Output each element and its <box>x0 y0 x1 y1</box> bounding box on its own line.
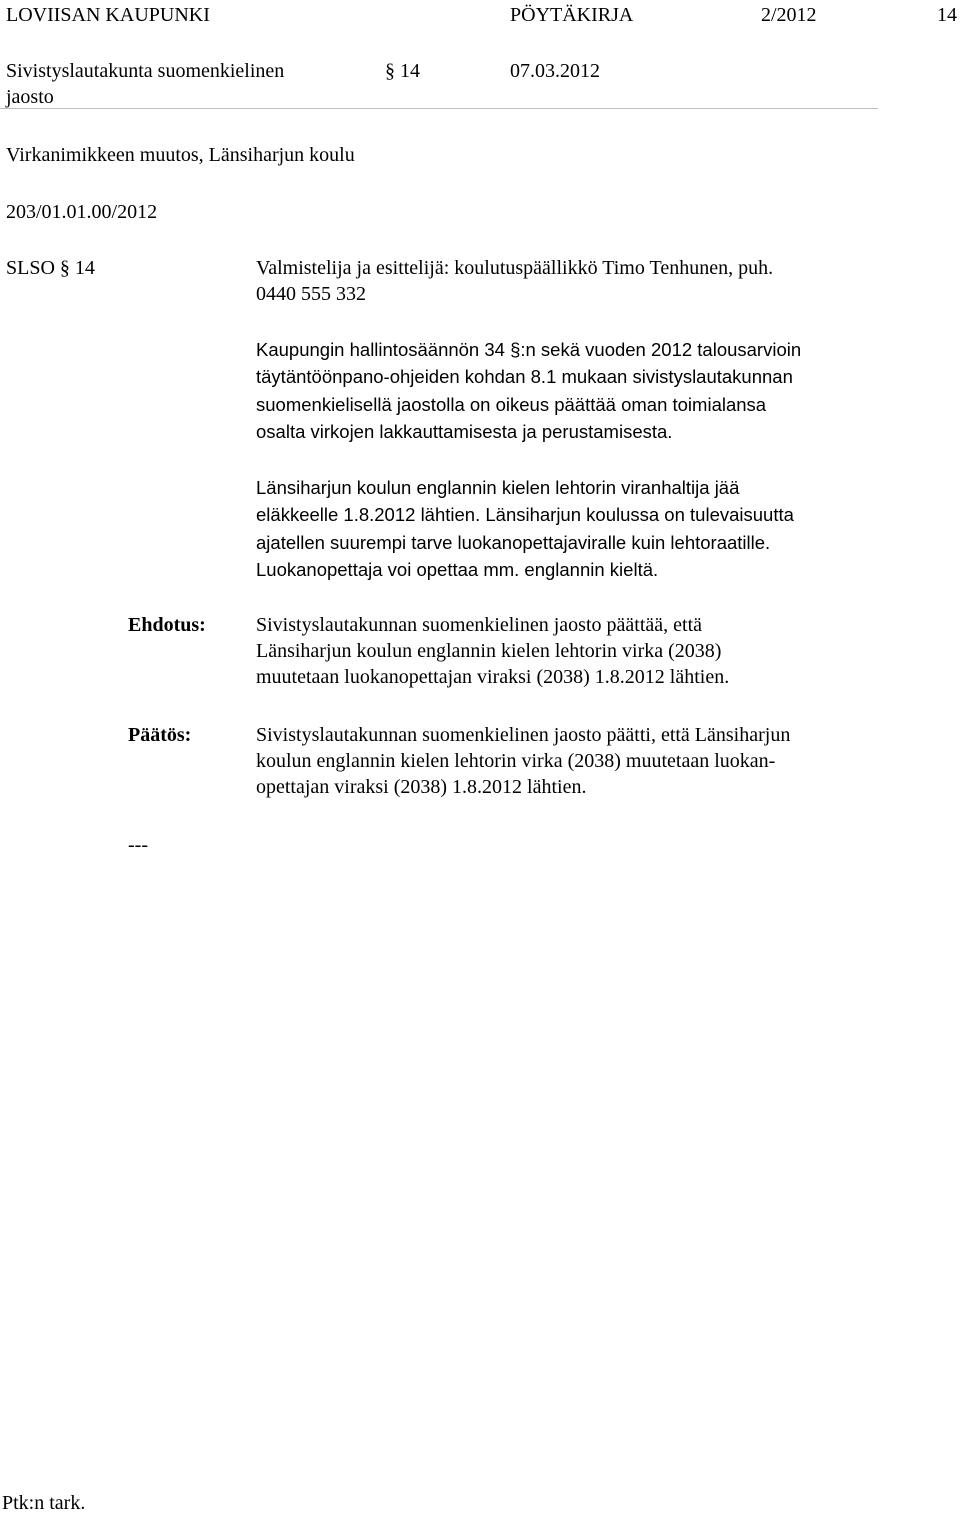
paragraph-line: eläkkeelle 1.8.2012 lähtien. Länsiharjun koulussa on tulevaisuutta <box>256 504 794 526</box>
organization-name: LOVIISAN KAUPUNKI <box>6 4 210 26</box>
page-number: 14 <box>937 4 957 26</box>
document-number: 2/2012 <box>761 4 817 26</box>
paragraph-line: täytäntöönpano-ohjeiden kohdan 8.1 mukaan sivistyslautakunnan <box>256 366 793 388</box>
document-type: PÖYTÄKIRJA <box>510 4 634 26</box>
background-paragraph <box>256 474 794 583</box>
committee-name-line2: jaosto <box>6 86 54 108</box>
paragraph-line: Länsiharjun koulun englannin kielen lehtorin virka (2038) <box>256 640 722 662</box>
minutes-checker-footer: Ptk:n tark. <box>2 1492 86 1514</box>
slso-section-label: SLSO § 14 <box>6 257 95 279</box>
paragraph-line: Sivistyslautakunnan suomenkielinen jaosto päättää, että <box>256 614 703 636</box>
paragraph-line: Luokanopettaja voi opettaa mm. englannin kieltä. <box>256 558 659 580</box>
section-number: § 14 <box>385 60 420 82</box>
paragraph-line: ajatellen suurempi tarve luokanopettajaviralle kuin lehtoraatille. <box>256 531 771 553</box>
end-marker: --- <box>128 834 148 856</box>
paragraph-line: osalta virkojen lakkauttamisesta ja perustamisesta. <box>256 420 673 442</box>
committee-name-line1: Sivistyslautakunta suomenkielinen <box>6 60 285 82</box>
paragraph-line: 0440 555 332 <box>256 283 366 305</box>
paragraph-line: Länsiharjun koulun englannin kielen lehtorin viranhaltija jää <box>256 477 740 498</box>
decision-paragraph <box>256 722 790 800</box>
paragraph-line: Valmistelija ja esittelijä: koulutuspäällikkö Timo Tenhunen, puh. <box>256 257 774 279</box>
meeting-date: 07.03.2012 <box>510 60 600 82</box>
subject-title: Virkanimikkeen muutos, Länsiharjun koulu <box>6 144 355 166</box>
paragraph-line: Sivistyslautakunnan suomenkielinen jaosto päätti, että Länsiharjun <box>256 724 791 746</box>
authority-paragraph <box>256 336 801 445</box>
proposal-label: Ehdotus: <box>128 614 206 636</box>
paragraph-line: opettajan viraksi (2038) 1.8.2012 lähtien. <box>256 776 587 798</box>
decision-label: Päätös: <box>128 724 192 746</box>
proposal-paragraph <box>256 612 729 690</box>
paragraph-line: Kaupungin hallintosäännön 34 §:n sekä vuoden 2012 talousarvioin <box>256 339 802 360</box>
header-divider <box>0 108 878 109</box>
paragraph-line: koulun englannin kielen lehtorin virka (2038) muutetaan luokan- <box>256 750 776 772</box>
preparer-paragraph <box>256 255 773 307</box>
paragraph-line: muutetaan luokanopettajan viraksi (2038) 1.8.2012 lähtien. <box>256 666 730 688</box>
reference-number: 203/01.01.00/2012 <box>6 201 158 223</box>
paragraph-line: suomenkielisellä jaostolla on oikeus päättää oman toimialansa <box>256 393 767 415</box>
